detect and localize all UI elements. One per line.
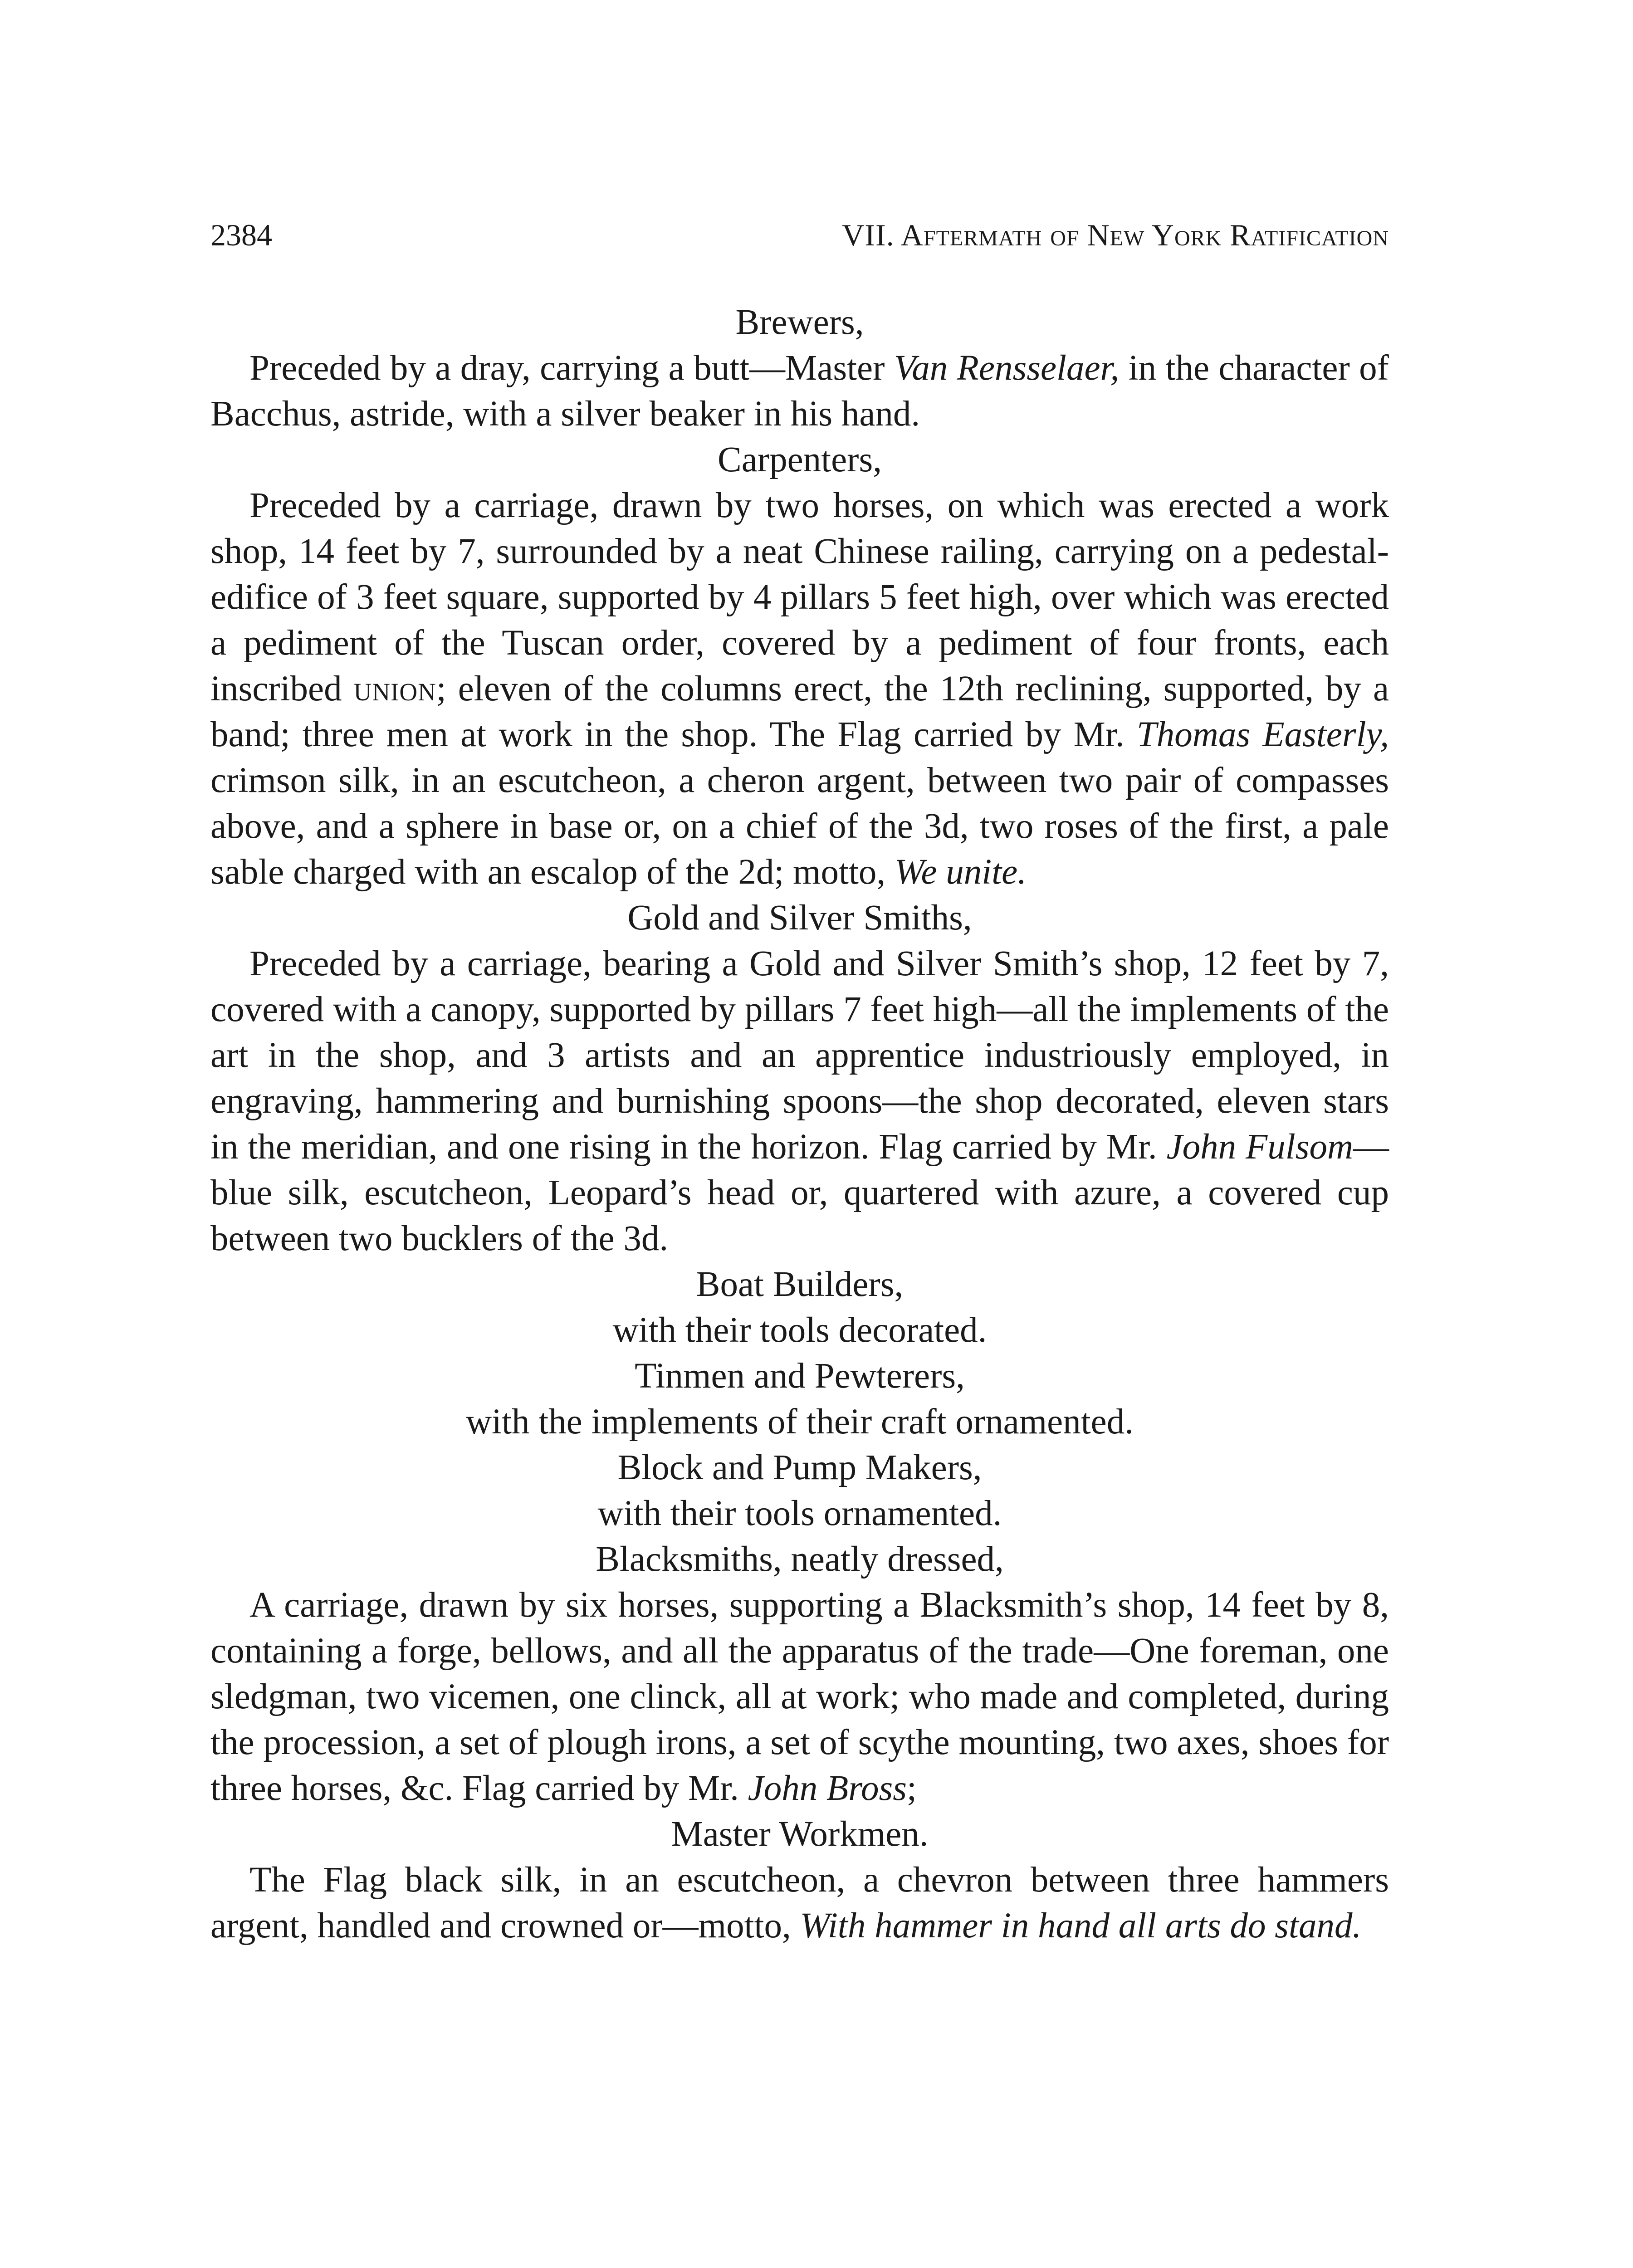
section-heading: Gold and Silver Smiths, xyxy=(627,898,972,938)
small-caps-text: union xyxy=(353,669,436,709)
centered-line: Tinmen and Pewterers, xyxy=(635,1356,965,1396)
section-paragraph: Preceded by a carriage, bearing a Gold and Silver Smith’s shop, 12 feet by 7, covered with a canopy, supported by pillars 7 feet high—all the implements of the art in the shop, and 3 artists and an apprentice industriously employed, in engraving, hammering and burnishing spoons—the shop decorated, eleven stars in the meridian, and one rising in the horizon. Flag carried by Mr. John Fulsom—blue silk, escutcheon, Leopard’s head or, quartered with azure, a covered cup between two bucklers of the 3d. xyxy=(210,944,1389,1258)
italic-text: With hammer in hand all arts do stand. xyxy=(800,1906,1362,1945)
italic-text: We unite. xyxy=(894,852,1027,892)
section-heading: Brewers, xyxy=(735,303,864,342)
running-head-title: VII. Aftermath of New York Ratification xyxy=(842,218,1389,252)
section-paragraph: Preceded by a dray, carrying a butt—Master Van Rensselaer, in the character of Bacchus, astride, with a silver beaker in his hand. xyxy=(210,348,1389,434)
blacksmiths-paragraph: A carriage, drawn by six horses, supporting a Blacksmith’s shop, 14 feet by 8, containing a forge, bellows, and all the apparatus of the trade—One foreman, one sledgman, two vicemen, one clinck, all at work; who made and completed, during the procession, a set of plough irons, a set of scythe mounting, two axes, shoes for three horses, &c. Flag carried by Mr. John Bross; xyxy=(210,1585,1389,1808)
italic-text: Van Rensselaer, xyxy=(894,348,1120,388)
section-master-workmen xyxy=(210,1811,1389,1949)
document-page xyxy=(210,212,1389,1949)
section-heading: Carpenters, xyxy=(718,440,882,479)
italic-text: John Bross xyxy=(748,1769,907,1808)
centered-line: with their tools ornamented. xyxy=(597,1494,1002,1533)
section-brewers xyxy=(210,299,1389,437)
centered-line: Blacksmiths, neatly dressed, xyxy=(596,1540,1004,1579)
section-carpenters xyxy=(210,437,1389,895)
centered-procession-lines xyxy=(210,1261,1389,1582)
centered-line: with their tools decorated. xyxy=(612,1310,987,1350)
centered-line: Boat Builders, xyxy=(696,1265,904,1304)
centered-line: with the implements of their craft ornamented. xyxy=(466,1402,1134,1442)
centered-line: Block and Pump Makers, xyxy=(617,1448,982,1487)
section-gold-silver-smiths xyxy=(210,895,1389,1261)
italic-text: John Fulsom xyxy=(1166,1127,1353,1167)
body-text xyxy=(210,299,1389,1949)
running-head xyxy=(210,212,1389,267)
section-heading: Master Workmen. xyxy=(671,1814,929,1854)
italic-text: Thomas Easterly, xyxy=(1136,715,1389,754)
section-paragraph: Preceded by a carriage, drawn by two horses, on which was erected a work shop, 14 feet by 7, surrounded by a neat Chinese railing, carrying on a pedestal-edifice of 3 feet square, supported by 4 pillars 5 feet high, over which was erected a pediment of the Tuscan order, covered by a pediment of four fronts, each inscribed union; eleven of the columns erect, the 12th reclining, supported, by a band; three men at work in the shop. The Flag carried by Mr. Thomas Easterly, crimson silk, in an escutcheon, a cheron argent, between two pair of compasses above, and a sphere in base or, on a chief of the 3d, two roses of the first, a pale sable charged with an escalop of the 2d; motto, We unite. xyxy=(210,486,1389,892)
page-number: 2384 xyxy=(210,218,272,252)
section-paragraph: The Flag black silk, in an escutcheon, a chevron between three hammers argent, handled and crowned or—motto, With hammer in hand all arts do stand. xyxy=(210,1860,1389,1945)
